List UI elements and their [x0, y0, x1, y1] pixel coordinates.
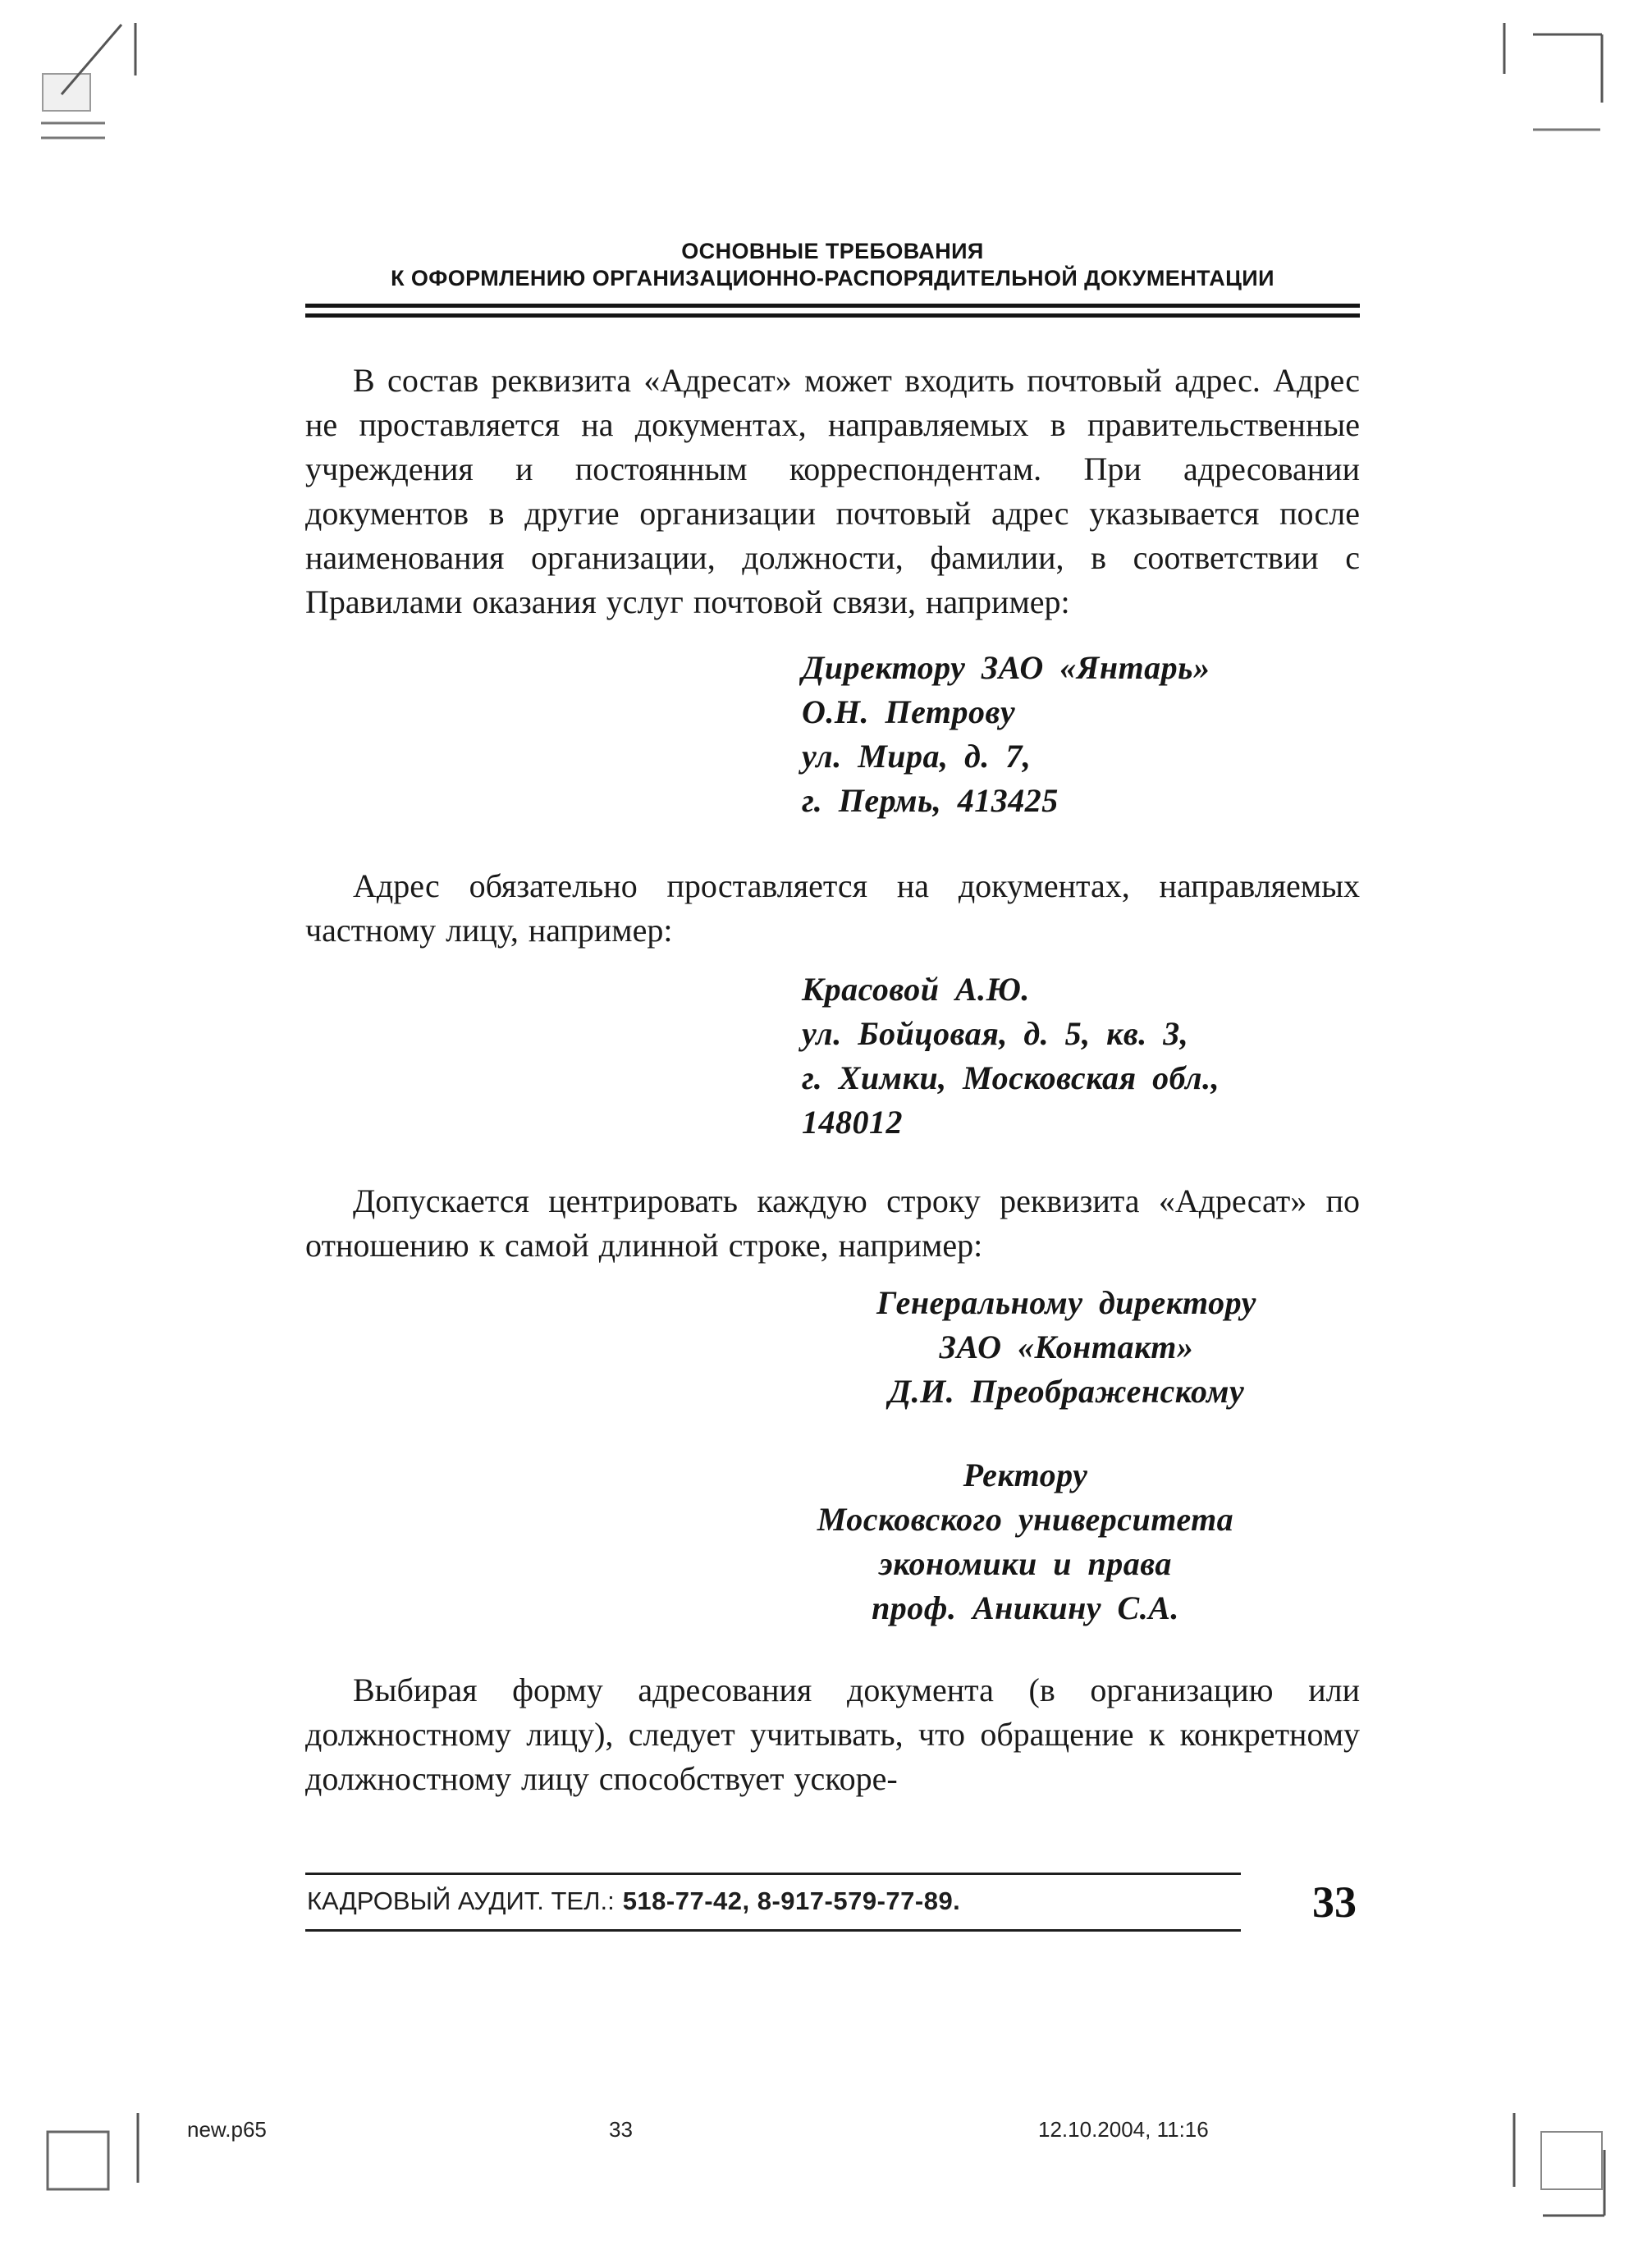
body-paragraph-4: Выбирая форму адресования документа (в организацию или должностному лицу), следует учитывать, что обращение к конкретному должностному лицу способствует ускоре- — [305, 1671, 1360, 1797]
address-example-1-line: ул. Мира, д. 7, — [802, 738, 1032, 775]
address-example-4-line: Московского университета — [817, 1501, 1234, 1538]
address-example-2-line: Красовой А.Ю. — [802, 971, 1030, 1008]
running-head — [305, 238, 1360, 292]
address-example-2-line: ул. Бойцовая, д. 5, кв. 3, — [802, 1015, 1189, 1052]
header-double-rule — [305, 304, 1360, 318]
footer-band — [305, 1873, 1241, 1932]
crop-mark-top-left — [33, 16, 164, 148]
address-example-4-line: Ректору — [963, 1457, 1088, 1493]
address-example-2 — [802, 967, 1360, 1145]
address-example-3-line: ЗАО «Контакт» — [939, 1329, 1194, 1365]
address-example-3-line: Генеральному директору — [876, 1284, 1256, 1321]
page-footer — [305, 1873, 1360, 1932]
running-head-line1: ОСНОВНЫЕ ТРЕБОВАНИЯ — [681, 239, 984, 263]
typeset-file-name: new.p65 — [187, 2117, 267, 2142]
address-example-1 — [802, 646, 1360, 823]
crop-mark-top-right — [1484, 15, 1631, 146]
running-head-line2: К ОФОРМЛЕНИЮ ОРГАНИЗАЦИОННО-РАСПОРЯДИТЕЛЬНОЙ ДОКУМЕНТАЦИИ — [391, 266, 1274, 290]
address-example-4-line: экономики и права — [879, 1545, 1172, 1582]
address-example-4-line: проф. Аникину С.А. — [872, 1589, 1179, 1626]
page-number: 33 — [1312, 1877, 1357, 1927]
address-example-1-line: О.Н. Петрову — [802, 693, 1016, 730]
address-example-1-line: Директору ЗАО «Янтарь» — [802, 649, 1210, 686]
address-example-2-line: 148012 — [802, 1104, 903, 1141]
body-paragraph-1: В состав реквизита «Адресат» может входить почтовый адрес. Адрес не проставляется на документах, направляемых в правительственные учреждения и постоянным корреспондентам. При адресовании документов в другие организации почтовый адрес указывается после наименования организации, должности, фамилии, в соответствии с Правилами оказания услуг почтовой связи, например: — [305, 362, 1360, 620]
address-example-3-line: Д.И. Преображенскому — [888, 1373, 1245, 1410]
body-paragraph-3: Допускается центрировать каждую строку реквизита «Адресат» по отношению к самой длинной строке, например: — [305, 1182, 1360, 1264]
address-example-4-centered — [732, 1453, 1319, 1630]
footer-phone-numbers: 518-77-42, 8-917-579-77-89. — [622, 1886, 961, 1915]
address-example-1-line: г. Пермь, 413425 — [802, 782, 1059, 819]
text-column — [305, 238, 1360, 1801]
footer-label: КАДРОВЫЙ АУДИТ. ТЕЛ.: — [307, 1886, 615, 1915]
address-example-3-centered — [773, 1281, 1360, 1414]
body-paragraph-2: Адрес обязательно проставляется на документах, направляемых частному лицу, например: — [305, 867, 1360, 949]
typeset-page-number: 33 — [609, 2117, 633, 2142]
typeset-timestamp: 12.10.2004, 11:16 — [1038, 2117, 1209, 2142]
address-example-2-line: г. Химки, Московская обл., — [802, 1059, 1220, 1096]
typesetting-info-line — [0, 2117, 1652, 2145]
